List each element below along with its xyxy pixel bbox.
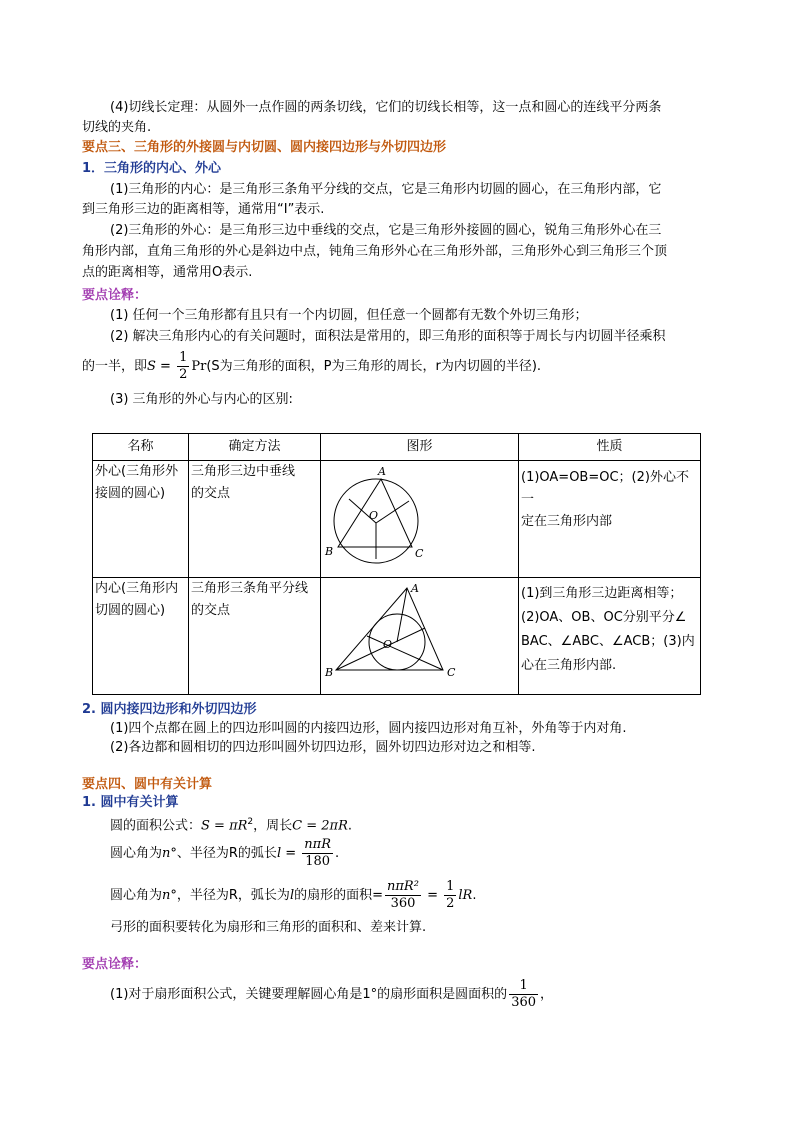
table-cell-method: 三角形三边中垂线 的交点 [189, 461, 321, 578]
svg-text:C: C [415, 547, 424, 560]
table-row [93, 461, 701, 578]
note-item-3: (3) 三角形的外心与内心的区别: [110, 392, 293, 407]
table-header: 图形 [321, 434, 519, 461]
subsection-circle-calc: 1. 圆中有关计算 [82, 795, 179, 810]
tangent-theorem-line2: 切线的夹角. [82, 120, 152, 135]
note-heading-2: 要点诠释： [82, 957, 148, 972]
circumcenter-def-line2: 角形内部，直角三角形的外心是斜边中点，钝角三角形外心在三角形外部，三角形外心到三角形三个顶 [82, 244, 668, 259]
table-cell-name: 内心(三角形内 切圆的圆心) [93, 578, 189, 695]
table-row [93, 578, 701, 695]
sector-note-1: (1)对于扇形面积公式，关键要理解圆心角是1°的扇形面积是圆面积的 $\frac{1}{360}$ ， [110, 978, 554, 1010]
svg-text:O: O [383, 638, 393, 651]
circle-area-formula: 圆的面积公式：$S = \pi R^2$，周长C = 2πR. [110, 817, 353, 834]
svg-text:A: A [411, 582, 419, 595]
note-heading-1: 要点诠释： [82, 288, 148, 303]
incenter-def-line1: (1)三角形的内心：是三角形三条角平分线的交点，它是三角形内切圆的圆心，在三角形内部，它 [110, 182, 662, 197]
subsection-quadrilaterals: 2. 圆内接四边形和外切四边形 [82, 702, 257, 717]
circumcircle-figure [321, 461, 519, 578]
svg-text:C: C [447, 666, 456, 679]
table-header: 性质 [519, 434, 701, 461]
table-cell-props: (1)OA=OB=OC；(2)外心不一 定在三角形内部 [519, 461, 701, 578]
circumcenter-def-line3: 点的距离相等，通常用O表示. [82, 265, 253, 280]
note-item-2-line1: (2) 解决三角形内心的有关问题时，面积法是常用的，即三角形的面积等于周长与内切圆半径乘积 [110, 329, 666, 344]
table-cell-props: (1)到三角形三边距离相等； (2)OA、OB、OC分别平分∠ BAC、∠ABC、∠ACB；(3)内 心在三角形内部. [519, 578, 701, 695]
note-item-1: (1) 任何一个三角形都有且只有一个内切圆，但任意一个圆都有无数个外切三角形； [110, 308, 588, 323]
comparison-table [92, 433, 701, 695]
section-heading-4: 要点四、圆中有关计算 [82, 777, 213, 792]
incenter-def-line2: 到三角形三边的距离相等，通常用“I”表示. [82, 202, 325, 217]
arc-length-formula: 圆心角为n°、半径为R的弧长l = $\frac{\text{nπR}}{180}$ . [110, 837, 340, 869]
table-header-row [93, 434, 701, 461]
quadrilateral-line1: (1)四个点都在圆上的四边形叫圆的内接四边形，圆内接四边形对角互补，外角等于内对角. [110, 721, 627, 736]
section-heading-3: 要点三、三角形的外接圆与内切圆、圆内接四边形与外切四边形 [82, 140, 447, 155]
subsection-incenter-circumcenter: 1．三角形的内心、外心 [82, 161, 222, 176]
sector-area-formula: 圆心角为n°，半径为R，弧长为l的扇形的面积= $\frac{\text{nπR²}}{360}$ = $\frac{1}{2}$ lR. [110, 879, 477, 911]
svg-text:O: O [369, 509, 379, 522]
table-cell-name: 外心(三角形外 接圆的圆心) [93, 461, 189, 578]
table-header: 名称 [93, 434, 189, 461]
svg-text:B: B [325, 666, 334, 679]
svg-text:B: B [325, 545, 334, 558]
table-header: 确定方法 [189, 434, 321, 461]
quadrilateral-line2: (2)各边都和圆相切的四边形叫圆外切四边形，圆外切四边形对边之和相等. [110, 740, 536, 755]
incircle-figure [321, 578, 519, 695]
circumcenter-def-line1: (2)三角形的外心：是三角形三边中垂线的交点，它是三角形外接圆的圆心，锐角三角形外心在三 [110, 223, 662, 238]
note-item-2-line2: 的一半，即S = $\frac{1}{2}$ Pr(S为三角形的面积，P为三角形的周长，r为内切圆的半径). [82, 350, 542, 382]
tangent-theorem-line1: (4)切线长定理：从圆外一点作圆的两条切线，它们的切线长相等，这一点和圆心的连线平分两条 [110, 100, 662, 115]
table-cell-method: 三角形三条角平分线 的交点 [189, 578, 321, 695]
svg-text:A: A [378, 465, 386, 478]
segment-area-note: 弓形的面积要转化为扇形和三角形的面积和、差来计算. [110, 920, 427, 935]
